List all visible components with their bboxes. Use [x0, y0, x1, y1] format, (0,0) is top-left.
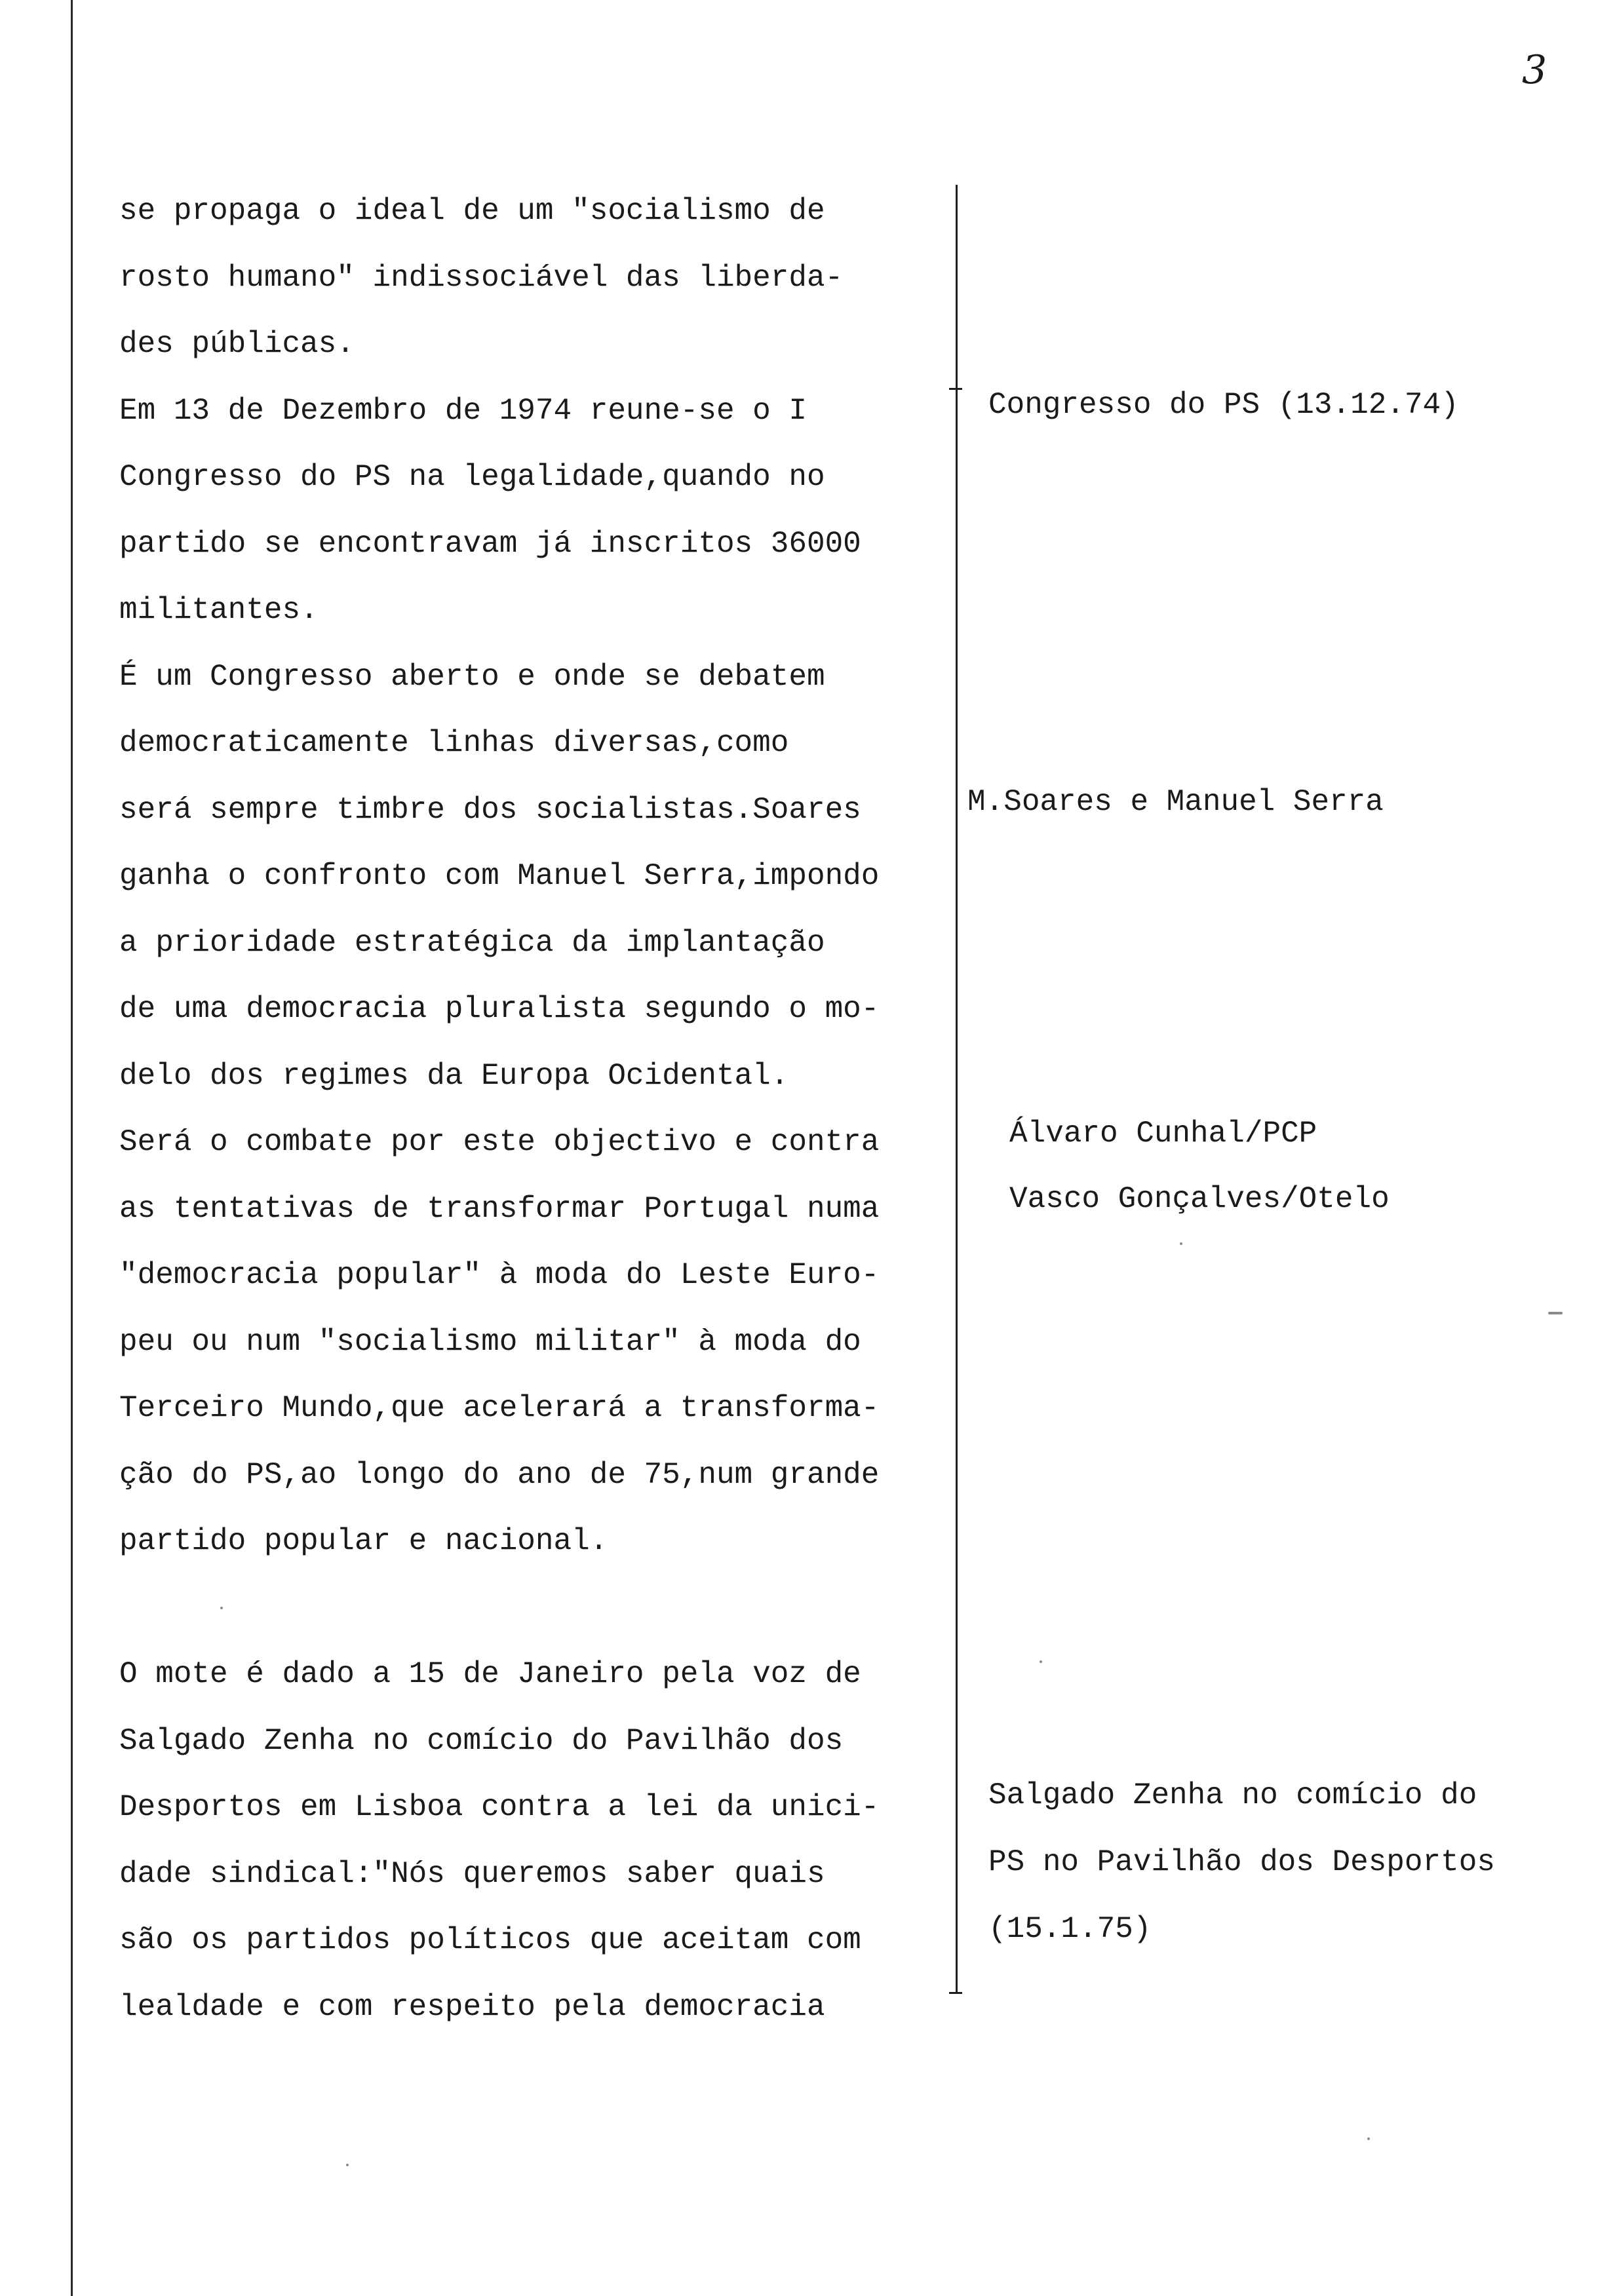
text-line: militantes.	[119, 593, 319, 627]
divider-tick	[949, 1992, 962, 1994]
page-number: 3	[1522, 47, 1547, 93]
text-line: O mote é dado a 15 de Janeiro pela voz de	[119, 1657, 861, 1691]
text-line: de uma democracia pluralista segundo o mo-	[119, 992, 880, 1026]
margin-note-zenha-line-3: (15.1.75)	[988, 1912, 1152, 1946]
text-line: a prioridade estratégica da implantação	[119, 925, 825, 960]
page-left-edge	[71, 0, 73, 2296]
text-line: É um Congresso aberto e onde se debatem	[119, 659, 825, 694]
margin-note-zenha-line-2: PS no Pavilhão dos Desportos	[988, 1845, 1495, 1879]
text-line: des públicas.	[119, 327, 355, 361]
text-line: Em 13 de Dezembro de 1974 reune-se o I	[119, 393, 807, 428]
margin-note-zenha-line-1: Salgado Zenha no comício do	[988, 1778, 1477, 1812]
scan-speck	[1367, 2137, 1370, 2140]
margin-note-congresso: Congresso do PS (13.12.74)	[988, 388, 1459, 422]
text-line: Será o combate por este objectivo e contra	[119, 1125, 880, 1159]
text-line: rosto humano" indissociável das liberda-	[119, 260, 844, 295]
column-divider	[956, 185, 958, 1993]
text-line: Congresso do PS na legalidade,quando no	[119, 460, 825, 494]
scan-speck	[1548, 1312, 1563, 1314]
text-line: partido popular e nacional.	[119, 1524, 608, 1558]
text-line: "democracia popular" à moda do Leste Euro-	[119, 1258, 880, 1292]
text-line: partido se encontravam já inscritos 36000	[119, 526, 861, 561]
text-line: as tentativas de transformar Portugal numa	[119, 1191, 880, 1226]
text-line: ganha o confronto com Manuel Serra,impondo	[119, 859, 880, 893]
divider-tick	[949, 388, 962, 390]
text-line: são os partidos políticos que aceitam com	[119, 1923, 861, 1957]
text-line: dade sindical:"Nós queremos saber quais	[119, 1856, 825, 1891]
text-line: delo dos regimes da Europa Ocidental.	[119, 1058, 789, 1093]
scan-speck	[1040, 1660, 1042, 1663]
scan-speck	[220, 1607, 223, 1609]
margin-note-cunhal: Álvaro Cunhal/PCP	[1009, 1117, 1317, 1151]
scan-speck	[346, 2164, 349, 2166]
text-line: Terceiro Mundo,que acelerará a transforma-	[119, 1391, 880, 1425]
main-text-column	[119, 185, 958, 2047]
text-line: se propaga o ideal de um "socialismo de	[119, 194, 825, 228]
scan-speck	[1180, 1242, 1182, 1245]
text-line: democraticamente linhas diversas,como	[119, 726, 789, 760]
text-line: Salgado Zenha no comício do Pavilhão dos	[119, 1723, 844, 1758]
text-line: ção do PS,ao longo do ano de 75,num grande	[119, 1457, 880, 1492]
text-line: lealdade e com respeito pela democracia	[119, 1989, 825, 2024]
blank-line	[119, 1582, 958, 1649]
text-line: será sempre timbre dos socialistas.Soares	[119, 792, 861, 827]
text-line: peu ou num "socialismo militar" à moda do	[119, 1324, 861, 1359]
margin-note-goncalves: Vasco Gonçalves/Otelo	[1009, 1182, 1390, 1216]
text-line: Desportos em Lisboa contra a lei da unici-	[119, 1790, 880, 1824]
margin-note-soares: M.Soares e Manuel Serra	[967, 785, 1384, 819]
